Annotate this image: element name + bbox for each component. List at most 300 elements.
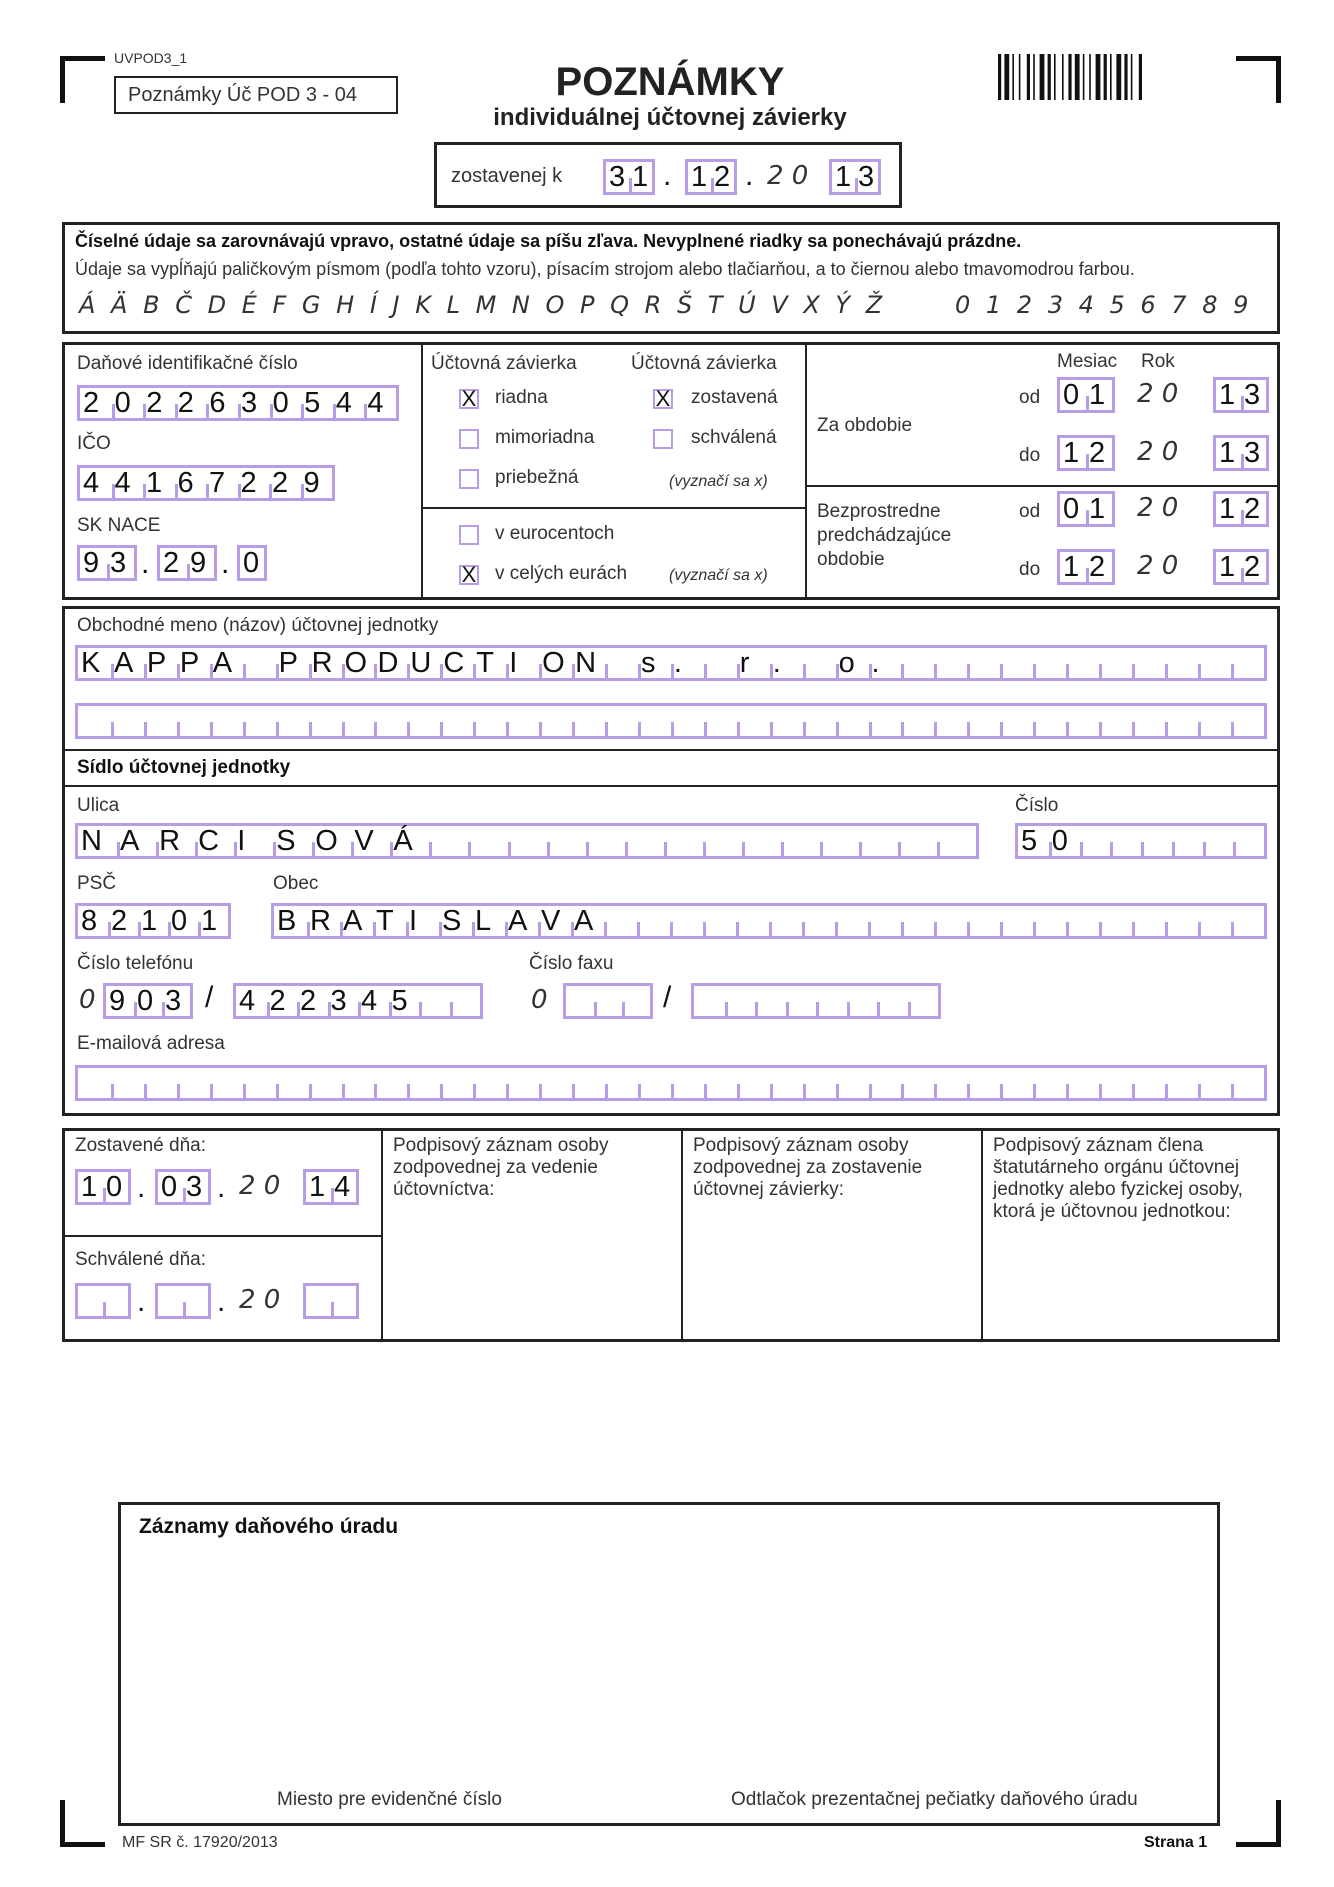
char-cell [243,706,276,736]
char-cell [1198,1068,1231,1098]
char-cell [803,1068,836,1098]
char-cell: 2 [1086,552,1112,582]
char-cell: S [273,826,312,856]
barcode-bar [1131,54,1133,100]
corner-mark-bottom-left [60,1800,105,1847]
char-cell: 4 [83,467,100,499]
corner-mark-top-right [1236,56,1281,103]
mark-hint: (vyznačí sa x) [669,567,768,584]
char-cell [1231,1068,1264,1098]
char-cell: 3 [328,986,359,1016]
previous-period-label: predchádzajúce [817,525,952,546]
barcode-bar [1110,54,1112,100]
char-cell [306,1286,331,1316]
barcode-bar [1089,54,1091,100]
char-cell [1132,648,1165,678]
phone-prefix: 0 [79,985,96,1015]
previous-period-label: obdobie [817,549,885,570]
char-cell [473,706,506,736]
char-cell [877,986,908,1016]
char-cell: 4 [331,1172,356,1202]
char-cell: . [671,648,704,678]
char-cell [736,906,769,936]
char-cell [111,1068,144,1098]
char-cell [1110,826,1141,856]
char-cell [605,706,638,736]
divider [65,785,1277,787]
char-cell [786,986,817,1016]
char-cell [78,1068,111,1098]
char-cell [1231,906,1264,936]
char-cell [276,706,309,736]
char-cell: 3 [609,161,626,193]
char-cell [638,1068,671,1098]
char-cell [566,986,594,1016]
dic-field[interactable] [77,385,399,421]
char-cell [144,1068,177,1098]
char-cell [1198,706,1231,736]
fax-slash: / [663,981,672,1014]
char-cell [440,1068,473,1098]
fax-label: Číslo faxu [529,953,614,974]
zip-field[interactable] [75,903,231,939]
char-cell [1000,648,1033,678]
char-cell [342,1068,375,1098]
char-cell: O [342,648,375,678]
month-header: Mesiac [1057,351,1118,372]
char-cell [539,706,572,736]
date-dot: . [663,159,672,192]
char-cell: 9 [187,548,214,578]
char-cell: 2 [269,468,301,498]
char-cell [1033,706,1066,736]
char-cell: 2 [143,388,175,418]
divider [65,1235,381,1237]
char-cell [506,1068,539,1098]
char-cell: R [307,906,340,936]
char-cell: 4 [239,985,256,1017]
char-cell [1066,1068,1099,1098]
char-cell [1132,906,1165,936]
phone-area-field[interactable] [103,983,193,1019]
tax-office-title: Záznamy daňového úradu [139,1515,399,1538]
char-cell: A [210,648,243,678]
char-cell [869,706,902,736]
previous-period-label: Bezprostredne [817,501,941,522]
identification-section [62,342,1280,600]
char-cell: R [309,648,342,678]
char-cell: 1 [1219,493,1236,525]
char-cell: U [407,648,440,678]
company-name-line-2[interactable] [75,703,1267,739]
char-cell: 2 [175,388,207,418]
phone-number-field[interactable] [233,983,483,1019]
nace-field-a[interactable] [77,545,137,581]
char-cell [440,706,473,736]
nace-field-c[interactable] [237,545,267,581]
char-cell: S [439,906,472,936]
prev-to-year[interactable] [1213,549,1269,585]
signature-accounting[interactable]: Podpisový záznam osoby zodpovednej za vedenie účtovníctva: [393,1135,609,1200]
char-cell [1066,706,1099,736]
char-cell: 0 [112,388,144,418]
zostavena-checkbox[interactable]: X [653,389,673,409]
char-cell [1233,826,1264,856]
char-cell [934,906,967,936]
char-cell [508,826,547,856]
char-cell [704,648,737,678]
char-cell: A [571,906,604,936]
city-field[interactable] [271,903,1267,939]
footer-ref: MF SR č. 17920/2013 [122,1834,278,1851]
divider [681,1131,683,1339]
divider [981,1131,983,1339]
char-cell [638,706,671,736]
year-prefix: 2 0 [1137,437,1179,467]
char-cell [671,706,704,736]
char-cell [664,826,703,856]
char-cell: 0 [1049,826,1080,856]
char-cell [1066,906,1099,936]
barcode-bar [998,54,1001,100]
current-period-label: Za obdobie [817,415,913,436]
char-cell: 3 [855,162,878,192]
char-cell [703,826,742,856]
statement-state-label: Účtovná závierka [631,353,777,374]
char-cell: 4 [364,388,396,418]
char-cell [605,1068,638,1098]
char-cell [177,706,210,736]
char-cell: 6 [206,388,238,418]
mimoriadna-checkbox[interactable] [459,429,479,449]
char-cell [737,1068,770,1098]
char-cell: 2 [1241,494,1266,524]
char-cell [103,1286,128,1316]
char-cell [737,706,770,736]
char-cell [1231,648,1264,678]
char-cell [1132,1068,1165,1098]
corner-mark-top-left [60,56,105,103]
char-cell: 2 [711,162,734,192]
char-cell [1132,706,1165,736]
char-cell [769,906,802,936]
barcode-bar [1116,54,1121,100]
char-cell [419,986,450,1016]
barcode-bar [1027,54,1030,100]
char-cell [755,986,786,1016]
char-cell [1099,706,1132,736]
mimoriadna-label: mimoriadna [495,427,595,448]
char-cell: 1 [1063,437,1080,469]
char-cell [374,1068,407,1098]
barcode-bar [1075,54,1080,100]
char-cell: I [406,906,439,936]
nace-field-b[interactable] [157,545,217,581]
char-cell [276,1068,309,1098]
barcode-bar [1012,54,1014,100]
od-label: od [1019,387,1041,408]
char-cell: C [195,826,234,856]
char-cell [898,826,937,856]
char-cell [908,986,939,1016]
char-cell: 3 [162,986,190,1016]
company-name-label: Obchodné meno (názov) účtovnej jednotky [77,615,439,636]
char-cell: 1 [1219,551,1236,583]
char-cell [342,706,375,736]
char-cell [1080,826,1111,856]
char-cell [331,1286,356,1316]
char-cell [309,706,342,736]
cur-to-month[interactable] [1057,435,1115,471]
char-cell [594,986,622,1016]
compiled-year-field[interactable] [829,159,881,195]
char-cell [1165,906,1198,936]
char-cell [1165,648,1198,678]
fax-area-field[interactable] [563,983,653,1019]
char-cell [210,1068,243,1098]
char-cell [704,1068,737,1098]
char-cell [671,1068,704,1098]
char-cell [547,826,586,856]
do-label: do [1019,559,1041,580]
char-cell [835,906,868,936]
char-cell [429,826,468,856]
barcode-bar [1062,54,1064,100]
email-label: E-mailová adresa [77,1033,225,1054]
signature-statutory[interactable]: Podpisový záznam člena štatutárneho orgánu účtovnej jednotky alebo fyzickej osoby, ktorá je účtovnou jednotkou: [993,1135,1243,1222]
char-cell [901,1068,934,1098]
char-cell: 0 [243,547,260,579]
od-label: od [1019,501,1041,522]
char-cell [1033,648,1066,678]
date-dot: . [745,159,754,192]
char-cell: 3 [183,1172,208,1202]
schvalena-checkbox[interactable] [653,429,673,449]
char-cell: L [472,906,505,936]
barcode-bar [1124,54,1127,100]
priebezna-checkbox[interactable] [459,469,479,489]
street-field[interactable] [75,823,979,859]
sample-letters: Á Ä B Č D É F G H Í J K L M N O P Q R Š T Ú V X Ý Ž [79,291,887,319]
char-cell: r [737,648,770,678]
compiled-on-day[interactable] [75,1169,131,1205]
char-cell [694,986,725,1016]
char-cell [820,826,859,856]
char-cell [450,986,481,1016]
compiled-on-year[interactable] [303,1169,359,1205]
char-cell [309,1068,342,1098]
char-cell: 1 [1219,379,1236,411]
char-cell: P [144,648,177,678]
char-cell [1198,648,1231,678]
char-cell: I [234,826,273,856]
char-cell [605,648,638,678]
char-cell: 3 [1241,380,1266,410]
char-cell: A [111,648,144,678]
barcode-bar [1054,54,1056,100]
char-cell: 7 [206,468,238,498]
char-cell [934,1068,967,1098]
compiled-day-field[interactable] [603,159,655,195]
char-cell [901,706,934,736]
cur-from-year[interactable] [1213,377,1269,413]
instructions-line-1: Číselné údaje sa zarovnávajú vpravo, ostatné údaje sa píšu zľava. Nevyplnené riadky sa ponechávajú prázdne. [75,231,1022,251]
char-cell: B [277,905,297,937]
form-code: UVPOD3_1 [114,50,188,66]
char-cell: o [836,648,869,678]
char-cell [1165,1068,1198,1098]
char-cell: T [473,648,506,678]
zip-label: PSČ [77,873,117,894]
barcode [998,54,1198,102]
cur-to-year[interactable] [1213,435,1269,471]
char-cell: 2 [108,906,138,936]
form-name-box [114,76,398,114]
char-cell [183,1286,208,1316]
char-cell [725,986,756,1016]
char-cell: 1 [1063,551,1080,583]
signature-compiler[interactable]: Podpisový záznam osoby zodpovednej za zostavenie účtovnej závierky: [693,1135,923,1200]
barcode-bar [1048,54,1051,100]
instructions-box [62,222,1280,334]
char-cell: 0 [161,1171,178,1203]
cur-from-month[interactable] [1057,377,1115,413]
char-cell [781,826,820,856]
barcode-bar [1068,54,1071,100]
char-cell [1198,906,1231,936]
char-cell: 0 [270,388,302,418]
number-field[interactable] [1015,823,1267,859]
barcode-bar [1104,54,1107,100]
char-cell [836,706,869,736]
char-cell: 0 [1063,379,1080,411]
eurocent-checkbox[interactable] [459,525,479,545]
barcode-bar [1004,54,1009,100]
year-prefix: 2 0 [1137,493,1179,523]
zostavena-label: zostavená [691,387,778,408]
char-cell [1172,826,1203,856]
char-cell: N [81,825,102,857]
prev-from-year[interactable] [1213,491,1269,527]
char-cell: . [869,648,902,678]
char-cell [539,1068,572,1098]
prev-from-month[interactable] [1057,491,1115,527]
page-title: POZNÁMKY [555,60,785,104]
char-cell [586,826,625,856]
char-cell: K [81,647,101,679]
char-cell: P [276,648,309,678]
char-cell: A [340,906,373,936]
prev-to-month[interactable] [1057,549,1115,585]
char-cell [111,706,144,736]
divider [65,749,1277,751]
char-cell: 0 [134,986,162,1016]
char-cell: 1 [198,906,228,936]
compiled-month-field[interactable] [685,159,737,195]
char-cell: 8 [81,905,98,937]
tax-office-section [118,1502,1220,1826]
approved-on-month[interactable] [155,1283,211,1319]
char-cell [703,906,736,936]
phone-slash: / [205,981,214,1014]
divider [805,345,807,597]
form-name: Poznámky Úč POD 3 - 04 [128,84,357,106]
approved-on-year[interactable] [303,1283,359,1319]
riadna-checkbox[interactable]: X [459,389,479,409]
barcode-bar [1139,54,1142,100]
char-cell: 3 [107,548,134,578]
char-cell [177,1068,210,1098]
number-label: Číslo [1015,795,1059,816]
approved-on-day[interactable] [75,1283,131,1319]
char-cell [473,1068,506,1098]
compiled-on-month[interactable] [155,1169,211,1205]
ico-field[interactable] [77,465,335,501]
date-dot: . [137,1171,146,1204]
char-cell: N [572,648,605,678]
char-cell [1231,706,1264,736]
char-cell [1000,906,1033,936]
char-cell: V [351,826,390,856]
char-cell [1099,1068,1132,1098]
signatures-section [62,1128,1280,1342]
barcode-bar [1096,54,1101,100]
char-cell [243,1068,276,1098]
char-cell [937,826,976,856]
char-cell [78,706,111,736]
char-cell [803,706,836,736]
char-cell: 1 [138,906,168,936]
company-name-line-1[interactable] [75,645,1267,681]
char-cell [604,906,637,936]
char-cell [1066,648,1099,678]
char-cell [622,986,650,1016]
char-cell: A [117,826,156,856]
nace-dot: . [141,547,150,580]
priebezna-label: priebežná [495,467,579,488]
eur-checkbox[interactable]: X [459,565,479,585]
char-cell [1000,1068,1033,1098]
char-cell [847,986,878,1016]
char-cell: 2 [297,986,328,1016]
fax-number-field[interactable] [691,983,941,1019]
barcode-bar [1040,54,1045,100]
char-cell: 4 [333,388,365,418]
divider [421,507,807,509]
date-dot: . [217,1171,226,1204]
compiled-label: zostavenej k [451,165,563,187]
char-cell: 5 [301,388,333,418]
char-cell [158,1286,183,1316]
nace-label: SK NACE [77,515,161,536]
char-cell [1141,826,1172,856]
statement-type-label: Účtovná závierka [431,353,577,374]
char-cell [1165,706,1198,736]
char-cell [967,648,1000,678]
date-dot: . [137,1285,146,1318]
char-cell [637,906,670,936]
char-cell: 0 [1063,493,1080,525]
date-dot: . [217,1285,226,1318]
char-cell [770,1068,803,1098]
char-cell: 0 [168,906,198,936]
char-cell [1099,648,1132,678]
char-cell: 3 [238,388,270,418]
phone-label: Číslo telefónu [77,953,194,974]
email-field[interactable] [75,1065,1267,1101]
char-cell: 4 [358,986,389,1016]
char-cell [407,1068,440,1098]
